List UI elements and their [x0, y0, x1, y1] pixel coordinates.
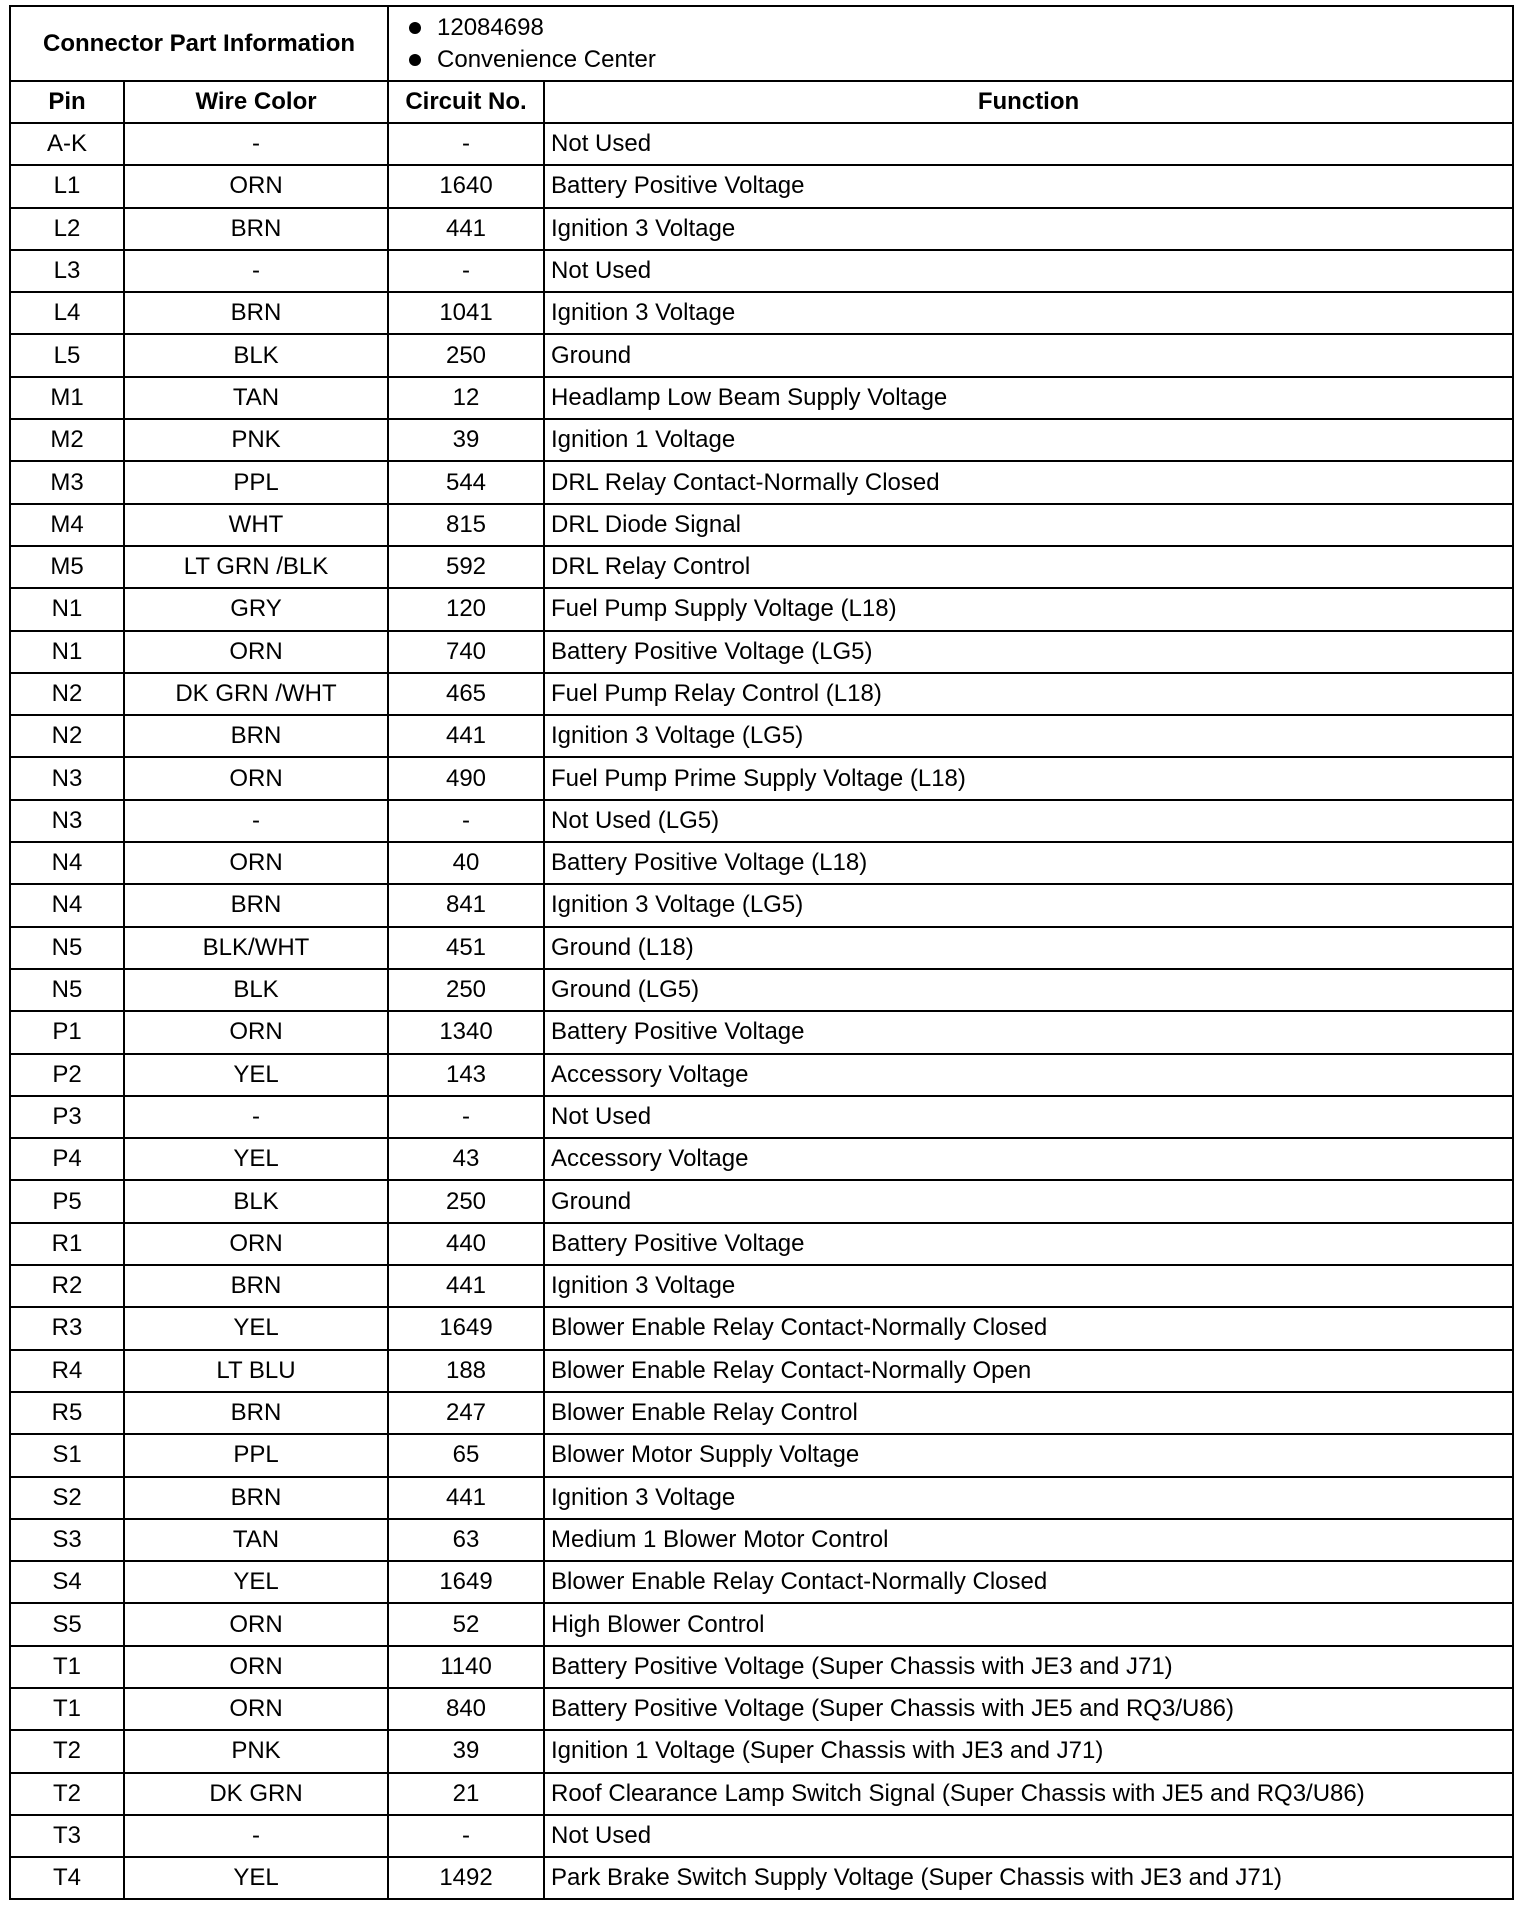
wire-color-cell: YEL: [124, 1561, 388, 1603]
table-row: [10, 715, 1513, 757]
connector-pinout-table: [9, 5, 1514, 1900]
pin-cell: R2: [10, 1265, 124, 1307]
table-row: [10, 1688, 1513, 1730]
pin-cell: N4: [10, 884, 124, 926]
circuit-cell: 250: [388, 1180, 544, 1222]
function-cell: Ignition 3 Voltage: [544, 208, 1513, 250]
table-row: [10, 1857, 1513, 1899]
circuit-cell: 63: [388, 1519, 544, 1561]
connector-table-sheet: [9, 5, 1512, 1900]
wire-color-cell: YEL: [124, 1307, 388, 1349]
function-cell: Battery Positive Voltage: [544, 1011, 1513, 1053]
table-row: [10, 377, 1513, 419]
circuit-cell: 43: [388, 1138, 544, 1180]
circuit-cell: 815: [388, 504, 544, 546]
wire-color-cell: BLK: [124, 969, 388, 1011]
function-cell: Roof Clearance Lamp Switch Signal (Super Chassis with JE5 and RQ3/U86): [544, 1773, 1513, 1815]
pin-cell: P2: [10, 1054, 124, 1096]
wire-color-cell: YEL: [124, 1138, 388, 1180]
pin-cell: R1: [10, 1223, 124, 1265]
table-row: [10, 165, 1513, 207]
bullet-icon: [409, 22, 421, 34]
pin-cell: S5: [10, 1603, 124, 1645]
circuit-cell: 188: [388, 1350, 544, 1392]
function-cell: Battery Positive Voltage (Super Chassis with JE5 and RQ3/U86): [544, 1688, 1513, 1730]
wire-color-cell: -: [124, 250, 388, 292]
function-cell: Ground (LG5): [544, 969, 1513, 1011]
pin-cell: L3: [10, 250, 124, 292]
function-cell: Not Used: [544, 1096, 1513, 1138]
function-cell: Blower Enable Relay Control: [544, 1392, 1513, 1434]
function-cell: Blower Enable Relay Contact-Normally Closed: [544, 1561, 1513, 1603]
circuit-cell: 451: [388, 927, 544, 969]
wire-color-cell: BRN: [124, 208, 388, 250]
connector-info-list: [388, 6, 1513, 81]
pin-cell: S1: [10, 1434, 124, 1476]
pin-cell: M4: [10, 504, 124, 546]
circuit-cell: 740: [388, 631, 544, 673]
wire-color-cell: BRN: [124, 292, 388, 334]
function-cell: Ignition 3 Voltage: [544, 292, 1513, 334]
circuit-cell: 840: [388, 1688, 544, 1730]
wire-color-cell: -: [124, 1815, 388, 1857]
pin-cell: N1: [10, 631, 124, 673]
wire-color-cell: BRN: [124, 1392, 388, 1434]
function-cell: Ignition 1 Voltage (Super Chassis with JE3 and J71): [544, 1730, 1513, 1772]
table-row: [10, 588, 1513, 630]
circuit-cell: 39: [388, 419, 544, 461]
circuit-cell: 440: [388, 1223, 544, 1265]
pin-cell: N5: [10, 969, 124, 1011]
table-row: [10, 334, 1513, 376]
table-row: [10, 1561, 1513, 1603]
connector-info-item: [409, 12, 1512, 44]
table-row: [10, 1730, 1513, 1772]
pin-cell: S4: [10, 1561, 124, 1603]
table-row: [10, 504, 1513, 546]
circuit-cell: 441: [388, 208, 544, 250]
pin-cell: N5: [10, 927, 124, 969]
connector-info-item: [409, 44, 1512, 76]
pin-cell: T3: [10, 1815, 124, 1857]
table-row: [10, 1350, 1513, 1392]
function-cell: Blower Enable Relay Contact-Normally Open: [544, 1350, 1513, 1392]
wire-color-cell: PPL: [124, 461, 388, 503]
wire-color-cell: PNK: [124, 419, 388, 461]
pin-cell: T1: [10, 1688, 124, 1730]
pin-cell: L4: [10, 292, 124, 334]
wire-color-cell: WHT: [124, 504, 388, 546]
table-row: [10, 1223, 1513, 1265]
pin-cell: T2: [10, 1773, 124, 1815]
pin-cell: A-K: [10, 123, 124, 165]
table-row: [10, 1011, 1513, 1053]
circuit-cell: 1340: [388, 1011, 544, 1053]
bullet-icon: [409, 54, 421, 66]
wire-color-cell: -: [124, 800, 388, 842]
table-row: [10, 1138, 1513, 1180]
table-header-row: [10, 81, 1513, 123]
function-cell: Fuel Pump Relay Control (L18): [544, 673, 1513, 715]
circuit-cell: 120: [388, 588, 544, 630]
function-cell: High Blower Control: [544, 1603, 1513, 1645]
pin-cell: R4: [10, 1350, 124, 1392]
wire-color-cell: PNK: [124, 1730, 388, 1772]
table-row: [10, 1477, 1513, 1519]
function-cell: DRL Relay Contact-Normally Closed: [544, 461, 1513, 503]
wire-color-cell: -: [124, 1096, 388, 1138]
wire-color-cell: ORN: [124, 1688, 388, 1730]
pin-cell: T4: [10, 1857, 124, 1899]
circuit-cell: 247: [388, 1392, 544, 1434]
wire-color-cell: YEL: [124, 1054, 388, 1096]
table-row: [10, 1096, 1513, 1138]
circuit-cell: 40: [388, 842, 544, 884]
circuit-cell: 441: [388, 1477, 544, 1519]
table-row: [10, 927, 1513, 969]
function-cell: Battery Positive Voltage (Super Chassis with JE3 and J71): [544, 1646, 1513, 1688]
wire-color-cell: BRN: [124, 1477, 388, 1519]
table-row: [10, 1646, 1513, 1688]
function-cell: Not Used (LG5): [544, 800, 1513, 842]
function-cell: Park Brake Switch Supply Voltage (Super Chassis with JE3 and J71): [544, 1857, 1513, 1899]
table-row: [10, 842, 1513, 884]
pin-cell: N3: [10, 800, 124, 842]
wire-color-cell: LT BLU: [124, 1350, 388, 1392]
function-cell: Headlamp Low Beam Supply Voltage: [544, 377, 1513, 419]
circuit-cell: 1140: [388, 1646, 544, 1688]
wire-color-cell: ORN: [124, 842, 388, 884]
pin-cell: L2: [10, 208, 124, 250]
table-row: [10, 1815, 1513, 1857]
connector-info-row: [10, 6, 1513, 81]
pin-cell: L1: [10, 165, 124, 207]
wire-color-cell: DK GRN: [124, 1773, 388, 1815]
table-row: [10, 884, 1513, 926]
table-row: [10, 1265, 1513, 1307]
table-row: [10, 1307, 1513, 1349]
pin-cell: N2: [10, 673, 124, 715]
pin-cell: P1: [10, 1011, 124, 1053]
function-cell: Battery Positive Voltage: [544, 165, 1513, 207]
circuit-cell: 65: [388, 1434, 544, 1476]
wire-color-cell: TAN: [124, 377, 388, 419]
function-cell: Not Used: [544, 250, 1513, 292]
table-row: [10, 800, 1513, 842]
wire-color-cell: PPL: [124, 1434, 388, 1476]
table-row: [10, 757, 1513, 799]
circuit-cell: 250: [388, 334, 544, 376]
table-row: [10, 673, 1513, 715]
function-cell: Ignition 3 Voltage (LG5): [544, 715, 1513, 757]
circuit-cell: 39: [388, 1730, 544, 1772]
wire-color-cell: TAN: [124, 1519, 388, 1561]
pin-cell: T1: [10, 1646, 124, 1688]
circuit-cell: 544: [388, 461, 544, 503]
wire-color-cell: ORN: [124, 1646, 388, 1688]
function-cell: Not Used: [544, 123, 1513, 165]
circuit-cell: -: [388, 1815, 544, 1857]
table-row: [10, 1773, 1513, 1815]
circuit-cell: -: [388, 800, 544, 842]
circuit-cell: 441: [388, 1265, 544, 1307]
circuit-cell: 490: [388, 757, 544, 799]
pin-cell: S3: [10, 1519, 124, 1561]
pin-cell: R3: [10, 1307, 124, 1349]
table-row: [10, 969, 1513, 1011]
circuit-cell: 441: [388, 715, 544, 757]
connector-info-label: Connector Part Information: [10, 6, 388, 81]
circuit-cell: 1649: [388, 1561, 544, 1603]
function-cell: DRL Diode Signal: [544, 504, 1513, 546]
circuit-cell: 1041: [388, 292, 544, 334]
circuit-cell: 592: [388, 546, 544, 588]
table-row: [10, 1434, 1513, 1476]
circuit-cell: -: [388, 250, 544, 292]
circuit-cell: -: [388, 1096, 544, 1138]
function-cell: Accessory Voltage: [544, 1138, 1513, 1180]
column-header-pin: Pin: [10, 81, 124, 123]
pin-cell: N4: [10, 842, 124, 884]
function-cell: Accessory Voltage: [544, 1054, 1513, 1096]
wire-color-cell: BLK/WHT: [124, 927, 388, 969]
wire-color-cell: ORN: [124, 1011, 388, 1053]
column-header-wire-color: Wire Color: [124, 81, 388, 123]
table-row: [10, 546, 1513, 588]
wire-color-cell: LT GRN /BLK: [124, 546, 388, 588]
function-cell: Ignition 1 Voltage: [544, 419, 1513, 461]
function-cell: Ignition 3 Voltage (LG5): [544, 884, 1513, 926]
function-cell: Ground: [544, 334, 1513, 376]
wire-color-cell: BRN: [124, 1265, 388, 1307]
wire-color-cell: ORN: [124, 1603, 388, 1645]
circuit-cell: 1649: [388, 1307, 544, 1349]
connector-description: Convenience Center: [437, 45, 656, 73]
pin-cell: L5: [10, 334, 124, 376]
circuit-cell: 1492: [388, 1857, 544, 1899]
circuit-cell: 841: [388, 884, 544, 926]
table-row: [10, 208, 1513, 250]
circuit-cell: 250: [388, 969, 544, 1011]
pin-cell: P5: [10, 1180, 124, 1222]
connector-part-number: 12084698: [437, 13, 544, 41]
wire-color-cell: DK GRN /WHT: [124, 673, 388, 715]
wire-color-cell: BRN: [124, 715, 388, 757]
pin-cell: P4: [10, 1138, 124, 1180]
function-cell: Battery Positive Voltage (L18): [544, 842, 1513, 884]
table-row: [10, 461, 1513, 503]
pin-cell: M1: [10, 377, 124, 419]
table-row: [10, 292, 1513, 334]
wire-color-cell: BLK: [124, 334, 388, 376]
wire-color-cell: -: [124, 123, 388, 165]
pin-cell: N1: [10, 588, 124, 630]
function-cell: Blower Enable Relay Contact-Normally Closed: [544, 1307, 1513, 1349]
table-row: [10, 1603, 1513, 1645]
wire-color-cell: GRY: [124, 588, 388, 630]
circuit-cell: 1640: [388, 165, 544, 207]
pin-cell: M5: [10, 546, 124, 588]
column-header-circuit: Circuit No.: [388, 81, 544, 123]
function-cell: DRL Relay Control: [544, 546, 1513, 588]
table-row: [10, 1180, 1513, 1222]
wire-color-cell: ORN: [124, 631, 388, 673]
function-cell: Ignition 3 Voltage: [544, 1477, 1513, 1519]
circuit-cell: 52: [388, 1603, 544, 1645]
table-row: [10, 1054, 1513, 1096]
pin-cell: N2: [10, 715, 124, 757]
function-cell: Blower Motor Supply Voltage: [544, 1434, 1513, 1476]
pin-cell: N3: [10, 757, 124, 799]
table-row: [10, 1519, 1513, 1561]
wire-color-cell: YEL: [124, 1857, 388, 1899]
function-cell: Ignition 3 Voltage: [544, 1265, 1513, 1307]
table-row: [10, 123, 1513, 165]
function-cell: Fuel Pump Supply Voltage (L18): [544, 588, 1513, 630]
pin-cell: R5: [10, 1392, 124, 1434]
circuit-cell: 21: [388, 1773, 544, 1815]
wire-color-cell: ORN: [124, 757, 388, 799]
circuit-cell: -: [388, 123, 544, 165]
function-cell: Fuel Pump Prime Supply Voltage (L18): [544, 757, 1513, 799]
wire-color-cell: BLK: [124, 1180, 388, 1222]
pin-cell: T2: [10, 1730, 124, 1772]
wire-color-cell: BRN: [124, 884, 388, 926]
circuit-cell: 12: [388, 377, 544, 419]
table-row: [10, 419, 1513, 461]
pin-cell: M3: [10, 461, 124, 503]
column-header-function: Function: [544, 81, 1513, 123]
pin-cell: M2: [10, 419, 124, 461]
table-row: [10, 631, 1513, 673]
function-cell: Ground: [544, 1180, 1513, 1222]
function-cell: Ground (L18): [544, 927, 1513, 969]
circuit-cell: 143: [388, 1054, 544, 1096]
function-cell: Medium 1 Blower Motor Control: [544, 1519, 1513, 1561]
function-cell: Battery Positive Voltage: [544, 1223, 1513, 1265]
function-cell: Not Used: [544, 1815, 1513, 1857]
pin-cell: P3: [10, 1096, 124, 1138]
table-row: [10, 1392, 1513, 1434]
table-row: [10, 250, 1513, 292]
circuit-cell: 465: [388, 673, 544, 715]
function-cell: Battery Positive Voltage (LG5): [544, 631, 1513, 673]
wire-color-cell: ORN: [124, 1223, 388, 1265]
pin-cell: S2: [10, 1477, 124, 1519]
wire-color-cell: ORN: [124, 165, 388, 207]
